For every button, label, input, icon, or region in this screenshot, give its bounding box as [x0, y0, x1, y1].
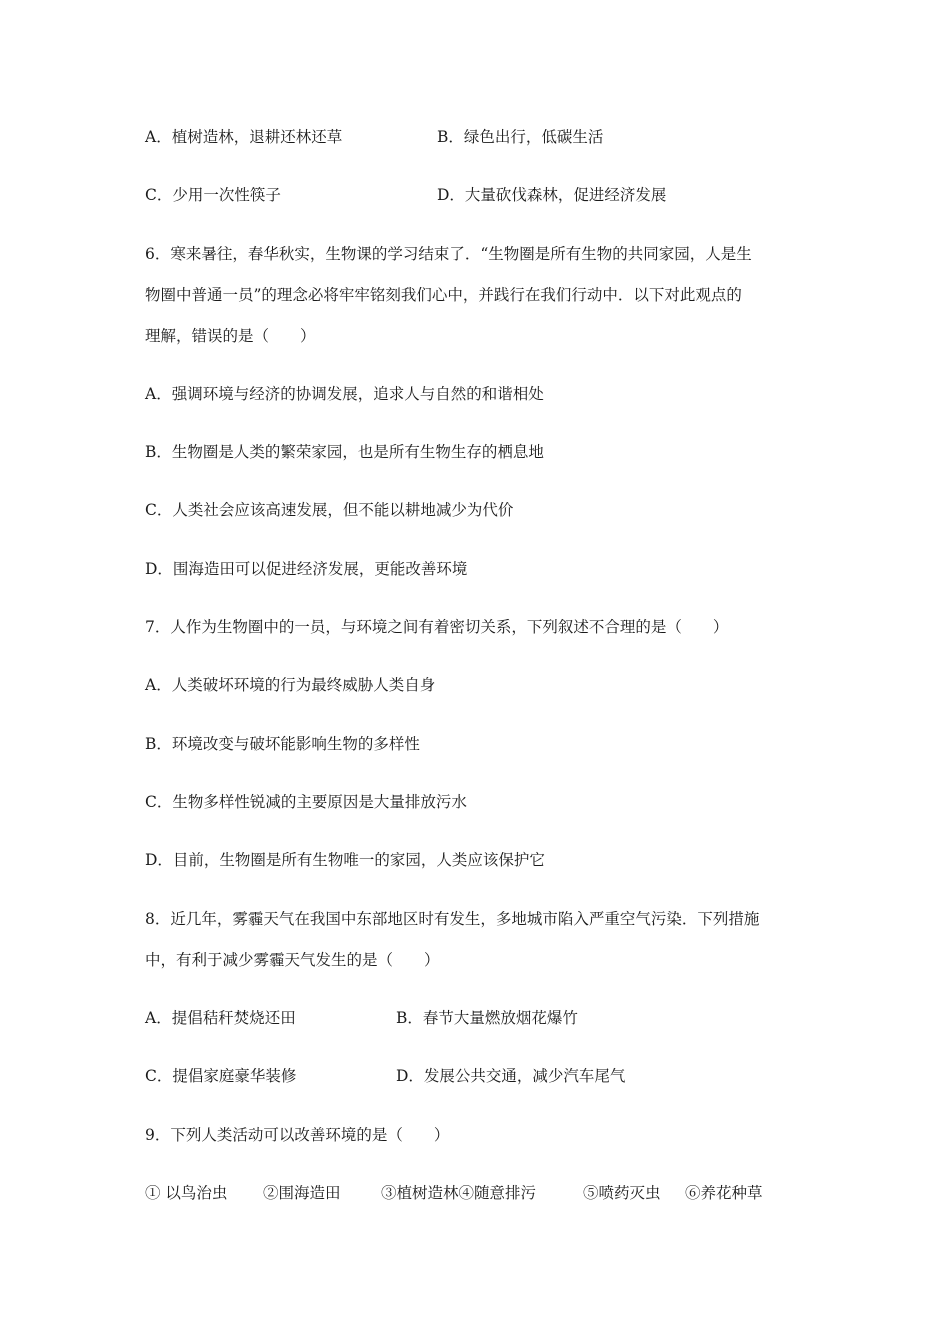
q9-item: ②围海造田	[263, 1184, 341, 1202]
q8-option-a: A．提倡秸秆焚烧还田	[145, 1009, 296, 1027]
q9-item: ① 以鸟治虫	[145, 1184, 228, 1202]
q5-option-d: D．大量砍伐森林，促进经济发展	[437, 186, 667, 204]
q8-stem-line-2: 中，有利于减少雾霾天气发生的是（ ）	[145, 951, 440, 969]
q8-option-d: D．发展公共交通，减少汽车尾气	[396, 1067, 626, 1085]
q6-option-d: D．围海造田可以促进经济发展，更能改善环境	[145, 560, 468, 578]
q7-option-d: D．目前，生物圈是所有生物唯一的家园，人类应该保护它	[145, 851, 545, 869]
q7-option-b: B．环境改变与破坏能影响生物的多样性	[145, 735, 420, 753]
q6-option-c: C．人类社会应该高速发展，但不能以耕地减少为代价	[145, 501, 514, 519]
q9-item: ③植树造林④随意排污	[381, 1184, 537, 1202]
q7-stem: 7．人作为生物圈中的一员，与环境之间有着密切关系，下列叙述不合理的是（ ）	[145, 618, 729, 636]
q7-option-a: A．人类破坏环境的行为最终威胁人类自身	[145, 676, 436, 694]
q8-stem-line-1: 8．近几年，雾霾天气在我国中东部地区时有发生，多地城市陷入严重空气污染．下列措施	[145, 910, 760, 928]
q5-option-c: C．少用一次性筷子	[145, 186, 281, 204]
q6-stem-line-3: 理解，错误的是（ ）	[145, 327, 316, 345]
q6-stem-line-1: 6．寒来暑往，春华秋实，生物课的学习结束了．“生物圈是所有生物的共同家园，人是生	[145, 245, 752, 263]
q6-option-a: A．强调环境与经济的协调发展，追求人与自然的和谐相处	[145, 385, 544, 403]
q8-option-c: C．提倡家庭豪华装修	[145, 1067, 297, 1085]
q9-item: ⑤喷药灭虫	[583, 1184, 661, 1202]
q9-item: ⑥养花种草	[685, 1184, 763, 1202]
q9-item-list	[145, 1183, 763, 1203]
q5-option-b: B．绿色出行，低碳生活	[437, 128, 604, 146]
q9-stem: 9．下列人类活动可以改善环境的是（ ）	[145, 1126, 450, 1144]
q5-option-a: A．植树造林，退耕还林还草	[145, 128, 343, 146]
q8-option-b: B．春节大量燃放烟花爆竹	[396, 1009, 578, 1027]
q6-option-b: B．生物圈是人类的繁荣家园，也是所有生物生存的栖息地	[145, 443, 544, 461]
q6-stem-line-2: 物圈中普通一员”的理念必将牢牢铭刻我们心中，并践行在我们行动中．以下对此观点的	[145, 286, 742, 304]
q7-option-c: C．生物多样性锐减的主要原因是大量排放污水	[145, 793, 467, 811]
